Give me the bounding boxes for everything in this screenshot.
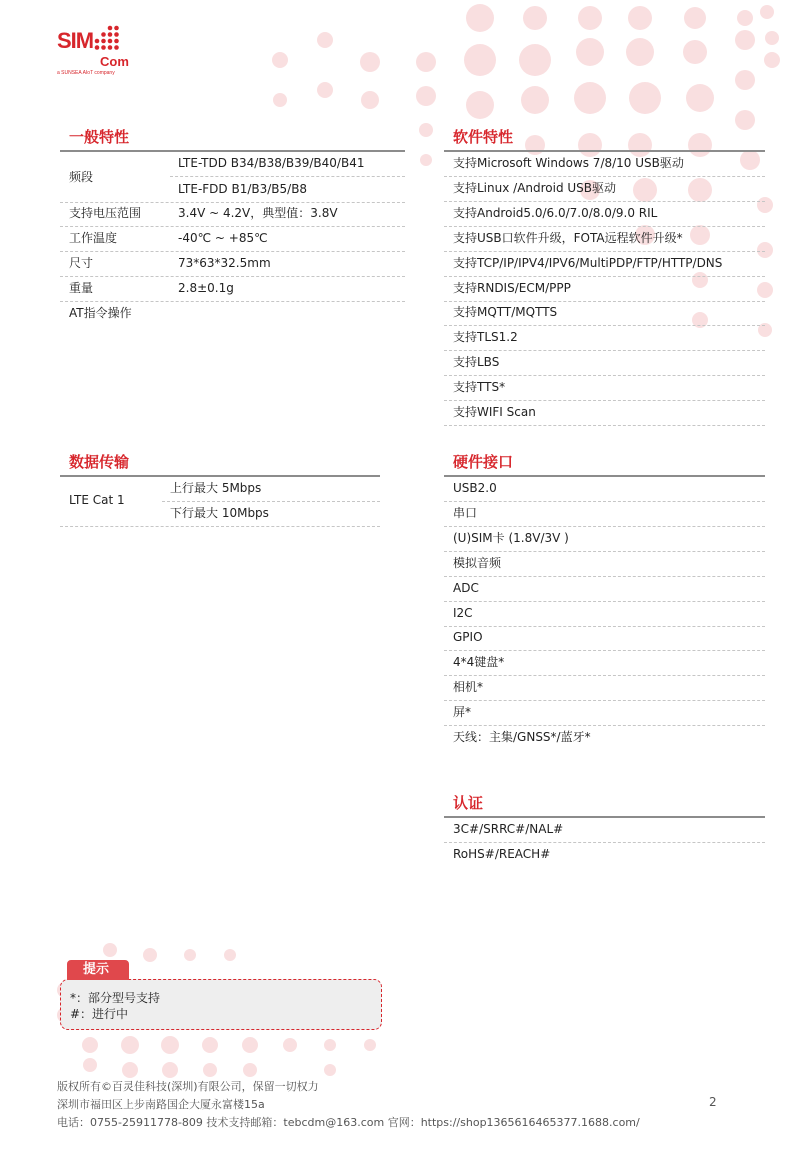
software-feature-row — [444, 251, 765, 277]
downlink-value: 下行最大 10Mbps — [170, 506, 269, 520]
hardware-interface-text: GPIO — [453, 630, 483, 645]
hardware-interface-text: 模拟音频 — [453, 555, 502, 570]
certification-text: 3C#/SRRC#/NAL# — [453, 822, 564, 836]
certification-section-title: 认证 — [453, 794, 484, 812]
software-feature-row — [444, 300, 765, 326]
software-feature-text: 支持TCP/IP/IPV4/IPV6/MultiPDP/FTP/HTTP/DNS — [453, 255, 723, 270]
software-feature-text: 支持WIFI Scan — [453, 405, 536, 419]
downlink-row — [60, 501, 380, 527]
general-row — [60, 251, 405, 277]
software-feature-row — [444, 276, 765, 302]
hardware-interface-row — [444, 650, 765, 676]
general-row — [60, 201, 405, 227]
logo-tagline: a SUNSEA AIoT company — [57, 70, 115, 76]
hardware-interface-text: 屏* — [453, 705, 472, 720]
hardware-interface-text: 串口 — [453, 505, 478, 520]
hardware-interface-row — [444, 700, 765, 726]
hardware-section-title: 硬件接口 — [453, 453, 514, 471]
footer-contact: 电话：0755-25911778-809 技术支持邮箱：tebcdm@163.com 官网：https://shop1365616465377.1688.com/ — [57, 1116, 640, 1129]
footer-address: 深圳市福田区上步南路国企大厦永富楼15a — [57, 1098, 265, 1111]
tip-line-hash: #：进行中 — [70, 1007, 129, 1021]
hardware-interface-row — [444, 725, 765, 750]
hardware-interface-text: 相机* — [453, 680, 484, 695]
software-feature-text: 支持Android5.0/6.0/7.0/8.0/9.0 RIL — [453, 205, 658, 220]
software-feature-row — [444, 151, 765, 177]
hardware-interface-text: 4*4键盘* — [453, 655, 505, 670]
hardware-interface-text: ADC — [453, 580, 479, 595]
footer-copyright: 版权所有©百灵佳科技(深圳)有限公司，保留一切权力 — [57, 1080, 319, 1093]
general-row — [60, 226, 405, 252]
page-number: 2 — [709, 1095, 717, 1109]
software-feature-row — [444, 176, 765, 202]
general-section-title: 一般特性 — [69, 128, 130, 146]
software-feature-row — [444, 226, 765, 252]
general-row — [60, 301, 405, 326]
logo-sim-text: SIM — [57, 28, 94, 53]
general-row-value: 73*63*32.5mm — [178, 256, 271, 270]
band-fdd-value: LTE-FDD B1/B3/B5/B8 — [178, 182, 308, 196]
hardware-interface-row — [444, 576, 765, 602]
logo-dot-grid — [93, 24, 121, 52]
general-row-value: 2.8±0.1g — [178, 281, 234, 295]
band-label: 频段 — [69, 170, 94, 184]
software-feature-text: 支持Microsoft Windows 7/8/10 USB驱动 — [453, 156, 684, 170]
hardware-interface-text: (U)SIM卡 (1.8V/3V ) — [453, 530, 569, 545]
software-feature-row — [444, 201, 765, 227]
lte-cat1-label: LTE Cat 1 — [69, 493, 125, 507]
hardware-interface-text: I2C — [453, 605, 473, 620]
uplink-value: 上行最大 5Mbps — [170, 481, 262, 495]
software-feature-text: 支持Linux /Android USB驱动 — [453, 180, 617, 195]
hardware-interface-row — [444, 625, 765, 651]
general-row-label: 支持电压范围 — [69, 206, 142, 220]
uplink-row — [162, 476, 380, 502]
software-section-title: 软件特性 — [453, 128, 514, 146]
band-fdd-row — [60, 177, 405, 203]
hardware-interface-text: 天线：主集/GNSS*/蓝牙* — [453, 730, 591, 744]
hardware-interface-text: USB2.0 — [453, 481, 497, 495]
certification-row — [444, 842, 765, 867]
software-feature-text: 支持RNDIS/ECM/PPP — [453, 280, 571, 295]
software-feature-text: 支持TTS* — [453, 380, 506, 395]
general-row — [60, 276, 405, 302]
software-feature-text: 支持MQTT/MQTTS — [453, 305, 558, 320]
hardware-interface-row — [444, 526, 765, 552]
general-row-label: 工作温度 — [69, 231, 118, 245]
hardware-interface-row — [444, 476, 765, 502]
hardware-interface-row — [444, 675, 765, 701]
general-row-label: 重量 — [69, 281, 94, 295]
certification-text: RoHS#/REACH# — [453, 847, 551, 861]
software-feature-row — [444, 400, 765, 426]
software-feature-row — [444, 350, 765, 376]
software-feature-row — [444, 325, 765, 351]
simcom-logo — [57, 24, 132, 80]
software-feature-text: 支持TLS1.2 — [453, 330, 518, 345]
general-row-value: -40℃ ~ +85℃ — [178, 231, 268, 245]
tip-title: 提示 — [67, 960, 129, 980]
certification-row — [444, 817, 765, 843]
general-row-label: AT指令操作 — [69, 306, 132, 320]
general-row-value: 3.4V ~ 4.2V，典型值：3.8V — [178, 206, 338, 220]
data-section-title: 数据传输 — [69, 453, 130, 471]
software-feature-row — [444, 375, 765, 401]
software-feature-text: 支持LBS — [453, 355, 500, 370]
tip-line-asterisk: *：部分型号支持 — [70, 991, 161, 1005]
hardware-interface-row — [444, 551, 765, 577]
band-tdd-row — [170, 151, 405, 177]
logo-com-text: Com — [100, 54, 129, 69]
band-tdd-value: LTE-TDD B34/B38/B39/B40/B41 — [178, 156, 365, 170]
hardware-interface-row — [444, 501, 765, 527]
software-feature-text: 支持USB口软件升级，FOTA远程软件升级* — [453, 230, 683, 245]
hardware-interface-row — [444, 601, 765, 627]
general-row-label: 尺寸 — [69, 256, 94, 270]
